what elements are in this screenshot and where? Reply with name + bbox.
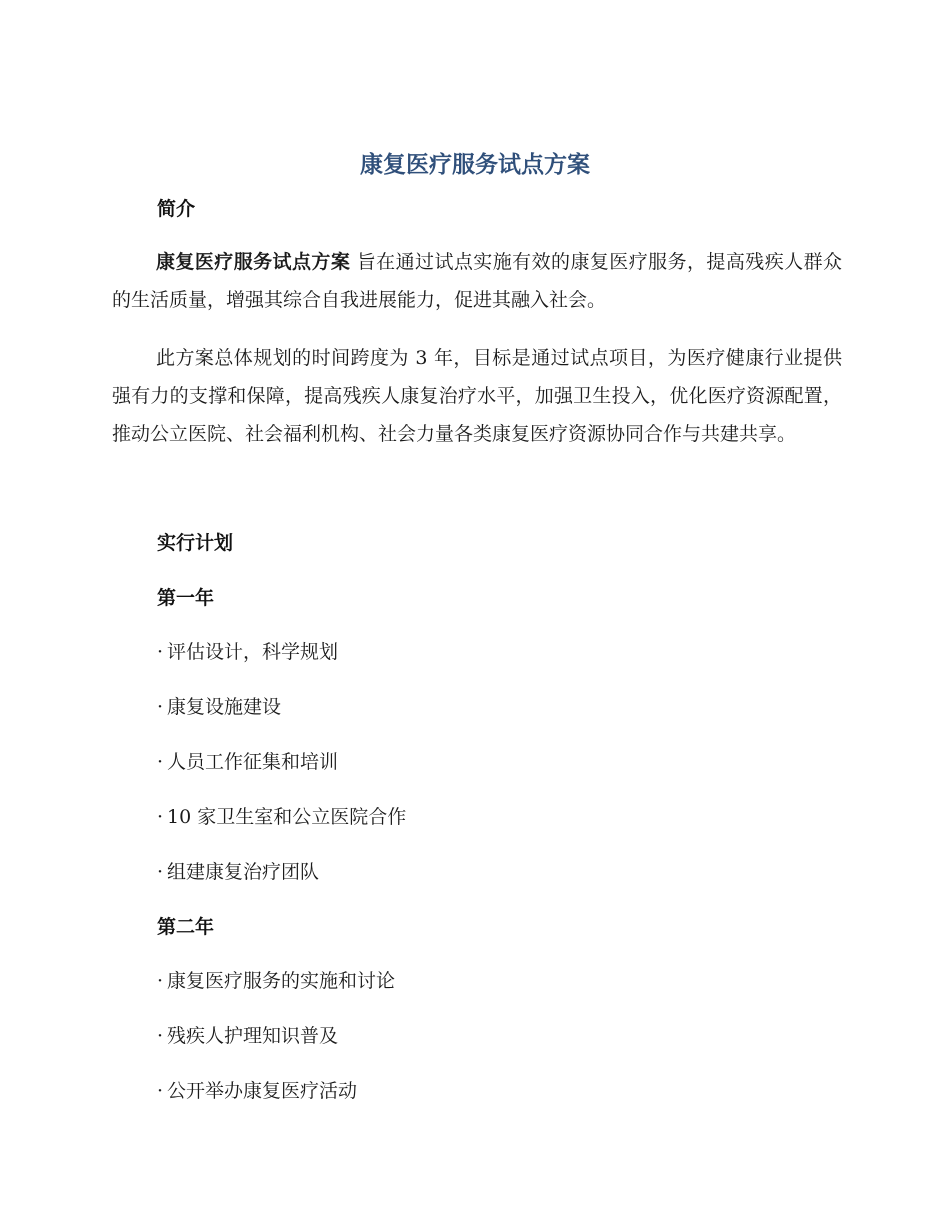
list-item: · 评估设计，科学规划: [157, 641, 339, 663]
bullet-marker: ·: [157, 641, 164, 663]
list-item: · 10 家卫生室和公立医院合作: [157, 806, 407, 828]
list-item: · 组建康复治疗团队: [157, 861, 320, 883]
list-item: · 残疾人护理知识普及: [157, 1025, 339, 1047]
overview-paragraph: 此方案总体规划的时间跨度为 3 年，目标是通过试点项目，为医疗健康行业提供强有力的支撑和保障，提高残疾人康复治疗水平，加强卫生投入，优化医疗资源配置，推动公立医院、社会福利机构、社会力量各类康复医疗资源协同合作与共建共享。: [112, 347, 842, 445]
list-item: · 公开举办康复医疗活动: [157, 1080, 358, 1102]
list-item: · 人员工作征集和培训: [157, 751, 339, 773]
plan-heading: 实行计划: [157, 532, 234, 554]
intro-text: 旨在通过试点实施有效的康复医疗服务，提高残疾人群众的生活质量，增强其综合自我进展能力，促进其融入社会。: [112, 251, 842, 311]
list-item: · 康复设施建设: [157, 696, 282, 718]
list-item: · 康复医疗服务的实施和讨论: [157, 970, 396, 992]
year1-heading: 第一年: [157, 587, 215, 609]
bullet-marker: ·: [157, 751, 164, 773]
year2-heading: 第二年: [157, 916, 215, 938]
bullet-marker: ·: [157, 970, 164, 992]
intro-heading: 简介: [157, 198, 196, 220]
bullet-marker: ·: [157, 696, 164, 718]
document-title: 康复医疗服务试点方案: [360, 152, 590, 178]
bullet-marker: ·: [157, 1025, 164, 1047]
bullet-marker: ·: [157, 1080, 164, 1102]
intro-paragraph: [112, 243, 842, 319]
bullet-marker: ·: [157, 861, 164, 883]
intro-lead: 康复医疗服务试点方案: [156, 251, 351, 273]
bullet-marker: ·: [157, 806, 164, 828]
